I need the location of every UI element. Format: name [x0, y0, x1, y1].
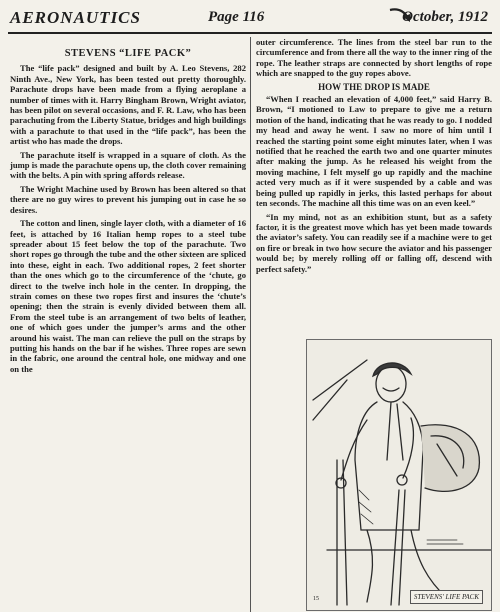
article-title: STEVENS “LIFE PACK” — [64, 48, 192, 59]
section-subhead: HOW THE DROP IS MADE — [318, 81, 430, 92]
life-pack-illustration — [306, 339, 492, 611]
page-header — [8, 6, 492, 34]
figure-number: 15 — [313, 595, 319, 602]
paragraph: “When I reached an elevation of 4,000 feet,” said Harry B. Brown, “I motioned to Law to prepare to give me a return motion of the hand, indicating that he was ready to go. I nodded my head and away he went. I saw no more of him until I reached the starting point some eight minutes later, when I was notified that he reached the earth two and one quarter minutes after making the jump. As he released his weight from the moving machine, I felt myself go up rapidly and the machine acted very much as if it were suspended by a cable and was being pulled up rapidly in jerks, this lasted perhaps for about ten seconds. The machine all this time was on an even keel.” — [256, 94, 492, 209]
right-column — [256, 37, 492, 602]
issue-date: October, 1912 — [402, 9, 488, 25]
page-number: Page 116 — [208, 9, 265, 25]
paragraph: The “life pack” designed and built by A. Leo Stevens, 282 Ninth Ave., New York, has been tested out pretty thoroughly. Parachute drops have been made from a flying aeroplane a number of times with it. Harry Bingham Brown, Wright aviator, has been pilot on several occasions, and F. R. Law, who has been parachuting from the Liberty Statue, bridges and high buildings with a parachute to that used in the “life pack”, has been the artist who has made the drops. — [10, 63, 246, 147]
column-divider — [250, 37, 251, 612]
magazine-title: AERONAUTICS — [10, 8, 141, 27]
left-column — [10, 37, 246, 377]
paragraph: The Wright Machine used by Brown has been altered so that there are no guy wires to prevent his jumping out in case he so desires. — [10, 183, 246, 215]
paragraph: The parachute itself is wrapped in a square of cloth. As the jump is made the parachute opens up, the cloth cover remaining with the belts. A pin with spring affords release. — [10, 149, 246, 181]
figure-caption: STEVENS' LIFE PACK — [410, 590, 483, 604]
paragraph: “In my mind, not as an exhibition stunt, but as a safety factor, it is the greatest move which has yet been made towards the aviator’s safety. You can readily see if a machine were to get on fire or break in two how secure the aviator and his passenger would be; by merely rolling off or falling off, descend with perfect safety.” — [256, 211, 492, 274]
aviator-sketch-icon — [307, 340, 491, 610]
paragraph-continuation: outer circumference. The lines from the steel bar run to the circumference and from there all the way to the inner ring of the rope. The leather straps are connected by short lengths of rope which are snapped to the guy ropes above. — [256, 37, 492, 79]
article-body — [8, 37, 492, 612]
paragraph: The cotton and linen, single layer cloth, with a diameter of 16 feet, is attached by 16 Italian hemp ropes to a steel tube spreader about 15 feet below the top of the parachute. Two short ropes go through the tube and the other sixteen are spliced into these, eight in each. Two additional ropes, 2 feet shorter than the ones which go to the circumference of the ‘chute, go direct to the twelve inch hole in the center. In dropping, the strain comes on these two ropes first and insures the ‘chute’s opening; then the strain is evenly divided between them all. From the steel tube is an arrangement of two belts of leather, one of which goes under the jumper’s arms and the other around his waist. The man can relieve the pull on the straps by putting his hands on the bar if he wishes. Three ropes are sewn in the fabric, one around the central hole, one midway and one on the — [10, 218, 246, 374]
